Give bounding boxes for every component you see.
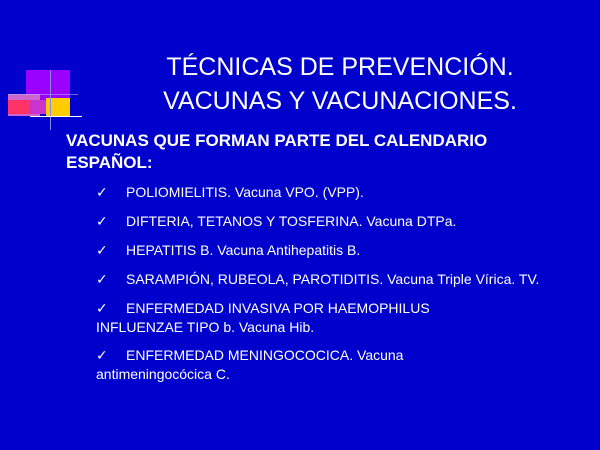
title-line-1: TÉCNICAS DE PREVENCIÓN. (166, 53, 514, 81)
title-line-2: VACUNAS Y VACUNACIONES. (163, 87, 517, 115)
list-item (96, 346, 516, 383)
list-item-text: SARAMPIÓN, RUBEOLA, PAROTIDITIS. Vacuna Triple Vírica. TV. (126, 271, 540, 287)
check-icon: ✓ (96, 185, 108, 201)
section-heading-line-2: ESPAÑOL: (66, 153, 153, 172)
decorative-squares-logo (0, 0, 80, 140)
check-icon: ✓ (96, 214, 108, 230)
logo-line (50, 70, 51, 130)
vaccine-list (96, 183, 586, 393)
check-icon: ✓ (96, 301, 108, 317)
list-item-text: POLIOMIELITIS. Vacuna VPO. (VPP). (126, 184, 364, 200)
list-item (96, 299, 516, 336)
logo-line (8, 94, 78, 95)
section-heading-line-1: VACUNAS QUE FORMAN PARTE DEL CALENDARIO (66, 131, 488, 150)
check-icon: ✓ (96, 272, 108, 288)
check-icon: ✓ (96, 348, 108, 364)
list-item-text: HEPATITIS B. Vacuna Antihepatitis B. (126, 242, 361, 258)
list-item-text: ENFERMEDAD MENINGOCOCICA. Vacuna antimeningocócica C. (96, 347, 404, 382)
section-heading (66, 130, 586, 174)
list-item-text: ENFERMEDAD INVASIVA POR HAEMOPHILUS INFLUENZAE TIPO b. Vacuna Hib. (96, 300, 430, 335)
logo-line (30, 116, 82, 117)
list-item-text: DIFTERIA, TETANOS Y TOSFERINA. Vacuna DTPa. (126, 213, 457, 229)
list-item (96, 241, 586, 260)
list-item (96, 212, 586, 231)
list-item (96, 270, 586, 289)
check-icon: ✓ (96, 243, 108, 259)
slide-title (80, 50, 600, 118)
list-item (96, 183, 586, 202)
